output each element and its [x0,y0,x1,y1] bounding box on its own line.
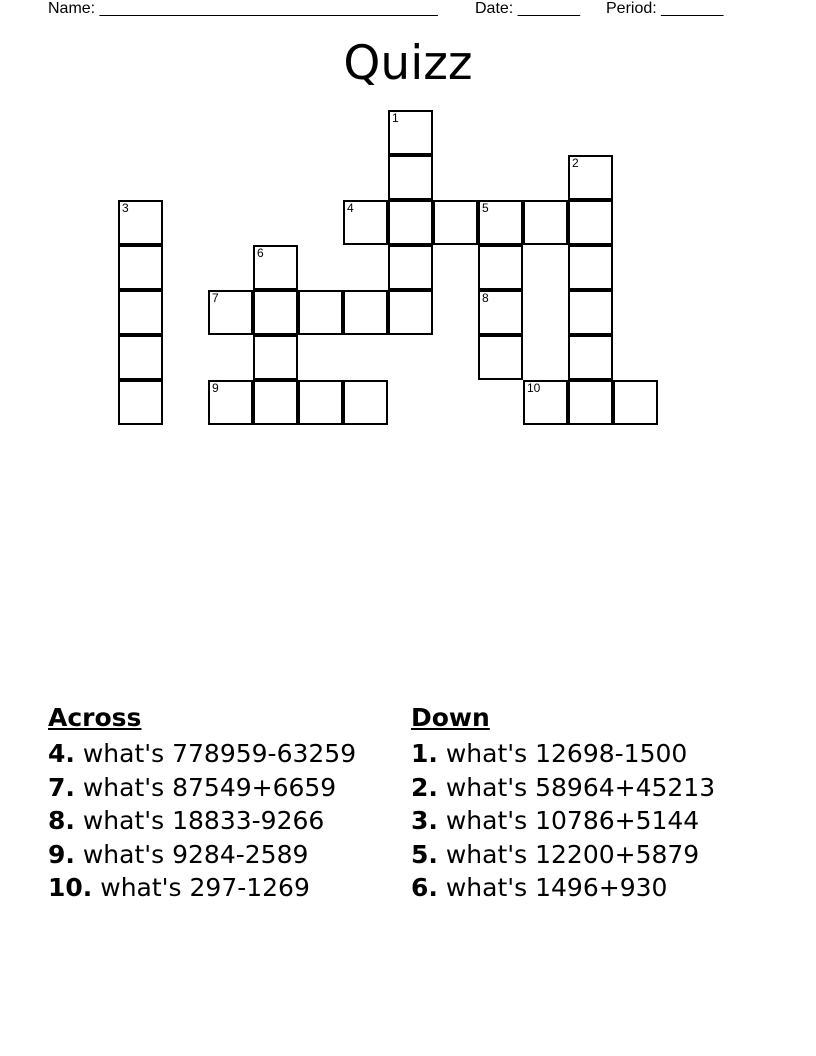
cell-number: 7 [212,291,219,305]
period-field[interactable]: Period: _______ [606,0,724,17]
grid-cell[interactable] [118,290,163,335]
grid-cell[interactable] [478,290,523,335]
clue-number: 2. [411,772,438,802]
grid-cell[interactable] [523,380,568,425]
grid-cell[interactable] [343,380,388,425]
grid-cell[interactable] [388,290,433,335]
grid-cell[interactable] [388,200,433,245]
across-heading: Across [48,703,142,732]
clue-text: what's 18833-9266 [82,806,325,835]
clue-number: 6. [411,873,438,902]
grid-cell[interactable] [343,200,388,245]
down-heading: Down [411,703,490,732]
grid-cell[interactable] [253,290,298,335]
grid-cell[interactable] [523,200,568,245]
clue-text: what's 87549+6659 [82,772,337,802]
grid-cell[interactable] [388,245,433,290]
clue-text: what's 12698-1500 [445,739,688,768]
grid-cell[interactable] [253,335,298,380]
grid-cell[interactable] [118,245,163,290]
across-clues [48,703,356,905]
grid-cell[interactable] [433,200,478,245]
grid-cell[interactable] [208,290,253,335]
grid-cell[interactable] [208,380,253,425]
grid-cell[interactable] [253,245,298,290]
clue-across [48,804,356,838]
grid-cell[interactable] [568,200,613,245]
clue-text: what's 58964+45213 [445,772,716,802]
cell-number: 2 [572,156,579,170]
grid-cell[interactable] [388,110,433,155]
grid-cell[interactable] [568,245,613,290]
clue-number: 5. [411,839,438,869]
clue-down [411,838,715,872]
grid-cell[interactable] [478,335,523,380]
clue-across [48,771,356,805]
grid-cell[interactable] [118,380,163,425]
clue-text: what's 12200+5879 [445,839,700,869]
clue-number: 8. [48,806,75,835]
clue-text: what's 10786+5144 [445,806,700,835]
cell-number: 6 [257,246,264,260]
cell-number: 3 [122,201,129,215]
clue-number: 10. [48,873,93,902]
clue-across [48,838,356,872]
cell-number: 5 [482,201,489,215]
grid-cell[interactable] [568,335,613,380]
clue-down [411,771,715,805]
grid-cell[interactable] [298,380,343,425]
name-field[interactable]: Name: ______________________________________ [48,0,438,17]
cell-number: 8 [482,291,489,305]
clue-number: 4. [48,739,75,768]
page-title: Quizz [343,36,473,91]
clue-text: what's 297-1269 [100,873,310,902]
clue-across [48,871,356,905]
clue-across [48,737,356,771]
cell-number: 4 [347,201,354,215]
cell-number: 10 [527,381,541,395]
clue-text: what's 778959-63259 [82,739,357,768]
clue-down [411,737,715,771]
clue-text: what's 9284-2589 [82,839,309,869]
cell-number: 1 [392,111,399,125]
clue-number: 3. [411,806,438,835]
clue-text: what's 1496+930 [445,873,668,902]
grid-cell[interactable] [298,290,343,335]
clue-down [411,804,715,838]
grid-cell[interactable] [568,290,613,335]
clue-down [411,871,715,905]
grid-cell[interactable] [118,200,163,245]
grid-cell[interactable] [568,155,613,200]
down-clues [411,703,715,905]
grid-cell[interactable] [478,245,523,290]
clue-number: 9. [48,839,75,869]
grid-cell[interactable] [118,335,163,380]
grid-cell[interactable] [478,200,523,245]
date-field[interactable]: Date: _______ [475,0,580,17]
grid-cell[interactable] [613,380,658,425]
clue-number: 7. [48,772,75,802]
grid-cell[interactable] [253,380,298,425]
grid-cell[interactable] [568,380,613,425]
grid-cell[interactable] [388,155,433,200]
cell-number: 9 [212,381,219,395]
grid-cell[interactable] [343,290,388,335]
clue-number: 1. [411,739,438,768]
